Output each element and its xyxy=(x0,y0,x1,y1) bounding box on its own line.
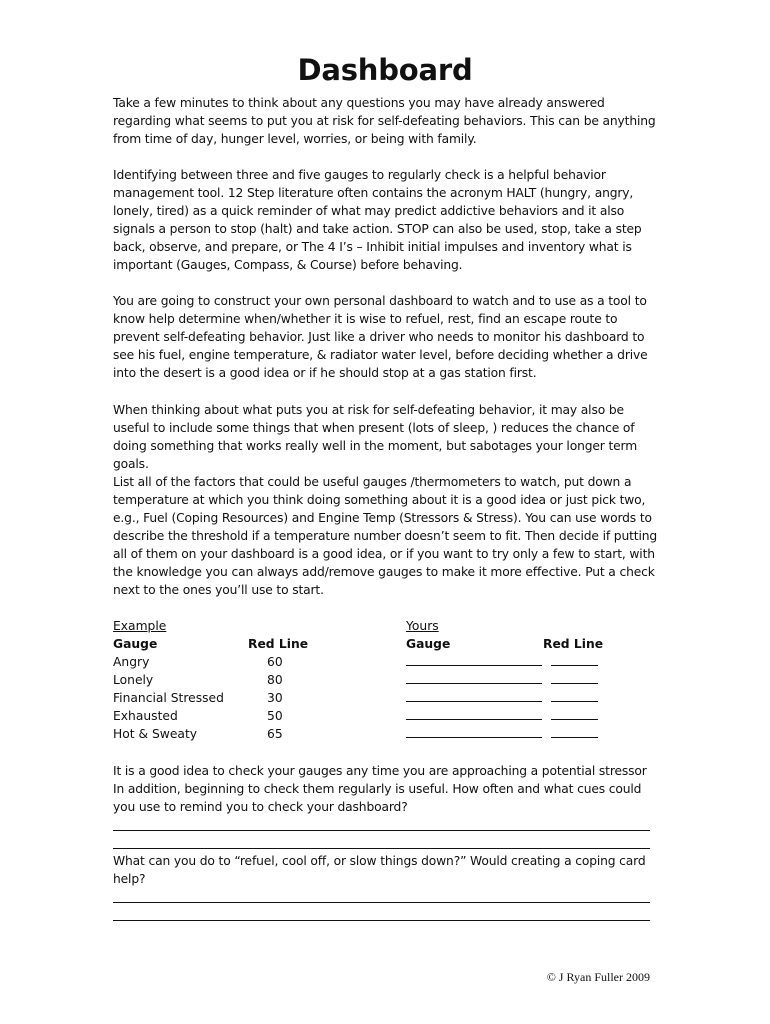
page-title: Dashboard xyxy=(297,53,473,87)
gauge-blank-line[interactable] xyxy=(406,707,542,720)
example-row xyxy=(113,671,373,689)
list-factors-paragraph: List all of the factors that could be useful gauges /thermometers to watch, put down a temperature at which you think doing something about it is a good idea or just pick two, e.g., Fuel (Coping Resources) and Engine Temp (Stressors & Stress). You can use words to describe the threshold if a temperature number doesn’t seem to fit. Then decide if putting all of them on your dashboard is a good idea, or if you want to try only a few to start, with the knowledge you can always add/remove gauges to make it more effective. Put a check next to the ones you’ll use to start. xyxy=(113,475,658,597)
check-gauges-question: It is a good idea to check your gauges any time you are approaching a potential stressor In addition, beginning to check them regularly is useful. How often and what cues could you use to remind you to check your dashboard? xyxy=(113,764,647,814)
gauges-paragraph: Identifying between three and five gauges to regularly check is a helpful behavior management tool. 12 Step literature often contains the acronym HALT (hungry, angry, lonely, tired) as a quick reminder of what may predict addictive behaviors and it also signals a person to stop (halt) and take action. STOP can also be used, stop, take a step back, observe, and prepare, or The 4 I’s – Inhibit initial impulses and inventory what is important (Gauges, Compass, & Course) before behaving. xyxy=(113,168,642,272)
yours-table xyxy=(406,617,646,743)
refuel-question: What can you do to “refuel, cool off, or slow things down?” Would creating a coping card help? xyxy=(113,854,646,886)
answer-line[interactable] xyxy=(113,902,650,903)
example-row xyxy=(113,653,373,671)
example-row xyxy=(113,689,373,707)
redline-blank-line[interactable] xyxy=(551,725,598,738)
yours-redline-header: Red Line xyxy=(543,637,604,651)
gauge-blank-line[interactable] xyxy=(406,689,542,702)
construct-dashboard-paragraph: You are going to construct your own personal dashboard to watch and to use as a tool to know help determine when/whether it is wise to refuel, rest, find an escape route to prevent self-defeating behavior. Just like a driver who needs to monitor his dashboard to see his fuel, engine temperature, & radiator water level, before deciding whether a drive into the desert is a good idea or if he should stop at a gas station first. xyxy=(113,294,648,380)
gauge-blank-line[interactable] xyxy=(406,671,542,684)
example-redline-value: 80 xyxy=(267,673,283,687)
gauge-blank-line[interactable] xyxy=(406,725,542,738)
example-gauge-name: Exhausted xyxy=(113,709,178,723)
intro-paragraph: Take a few minutes to think about any questions you may have already answered regarding what seems to put you at risk for self-defeating behaviors. This can be anything from time of day, hunger level, worries, or being with family. xyxy=(113,96,656,146)
redline-blank-line[interactable] xyxy=(551,707,598,720)
answer-line[interactable] xyxy=(113,848,650,849)
redline-blank-line[interactable] xyxy=(551,653,598,666)
redline-blank-line[interactable] xyxy=(551,689,598,702)
example-gauge-name: Financial Stressed xyxy=(113,691,224,705)
yours-gauge-header: Gauge xyxy=(406,637,451,651)
copyright-footer: © J Ryan Fuller 2009 xyxy=(546,970,650,984)
example-redline-value: 60 xyxy=(267,655,283,669)
answer-line[interactable] xyxy=(113,830,650,831)
answer-line[interactable] xyxy=(113,920,650,921)
example-gauge-name: Lonely xyxy=(113,673,154,687)
example-gauge-name: Angry xyxy=(113,655,150,669)
yours-row xyxy=(406,671,646,689)
example-table xyxy=(113,617,373,743)
gauge-blank-line[interactable] xyxy=(406,653,542,666)
example-redline-value: 50 xyxy=(267,709,283,723)
yours-heading: Yours xyxy=(406,619,439,633)
example-gauge-name: Hot & Sweaty xyxy=(113,727,198,741)
yours-row xyxy=(406,689,646,707)
example-redline-value: 65 xyxy=(267,727,283,741)
example-row xyxy=(113,725,373,743)
protective-factors-paragraph: When thinking about what puts you at risk for self-defeating behavior, it may also be useful to include some things that when present (lots of sleep, ) reduces the chance of doing something that works really well in the moment, but sabotages your longer term goals. xyxy=(113,403,638,471)
yours-row xyxy=(406,653,646,671)
yours-row xyxy=(406,707,646,725)
redline-blank-line[interactable] xyxy=(551,671,598,684)
example-redline-value: 30 xyxy=(267,691,283,705)
example-row xyxy=(113,707,373,725)
example-gauge-header: Gauge xyxy=(113,637,158,651)
example-heading: Example xyxy=(113,619,167,633)
example-redline-header: Red Line xyxy=(248,637,309,651)
yours-row xyxy=(406,725,646,743)
